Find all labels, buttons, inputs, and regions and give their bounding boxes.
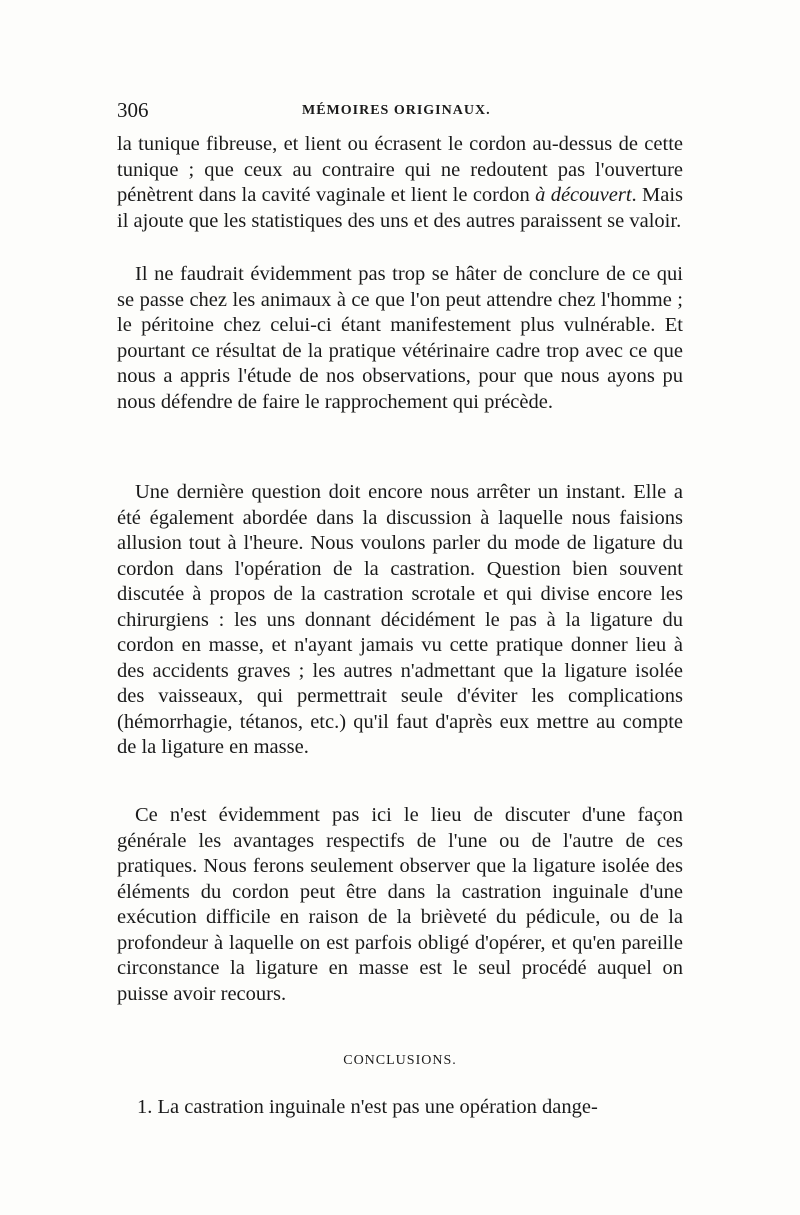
page-number: 306 (117, 98, 149, 122)
paragraph-1-text-start: la tunique fibreuse, et lient ou écrasent le cordon au-dessus de cette tunique ; que ceux au contraire qui ne redoutent pas l'ouverture pénètrent dans la cavité vaginale et lient le cordon (117, 133, 683, 206)
paragraph-4: Ce n'est évidemment pas ici le lieu de discuter d'une façon générale les avantages respectifs de l'une ou de l'autre de ces pratiques. Nous ferons seulement observer que la ligature isolée des éléments du cordon peut être dans la castration inguinale d'une exécution difficile en raison de la brièveté du pédicule, ou de la profondeur à laquelle on est parfois obligé d'opérer, et qu'en pareille circonstance la ligature en masse est le seul procédé auquel on puisse avoir recours. (117, 804, 683, 1005)
paragraph-1-italic-term: à découvert (535, 184, 632, 206)
paragraph-3: Une dernière question doit encore nous arrêter un instant. Elle a été également abordée dans la discussion à laquelle nous faisions allusion tout à l'heure. Nous voulons parler du mode de ligature du cordon dans l'opération de la castration. Question bien souvent discutée à propos de la castration scrotale et qui divise encore les chirurgiens : les uns donnant décidément le pas à la ligature du cordon en masse, et n'ayant jamais vu cette pratique donner lieu à des accidents graves ; les autres n'admettant que la ligature isolée des vaisseaux, qui permettrait seule d'éviter les complications (hémorrhagie, tétanos, etc.) qu'il faut d'après eux mettre au compte de la ligature en masse. (117, 481, 683, 758)
paragraph-2: Il ne faudrait évidemment pas trop se hâter de conclure de ce qui se passe chez les animaux à ce que l'on peut attendre chez l'homme ; le péritoine chez celui-ci étant manifestement plus vulnérable. Et pourtant ce résultat de la pratique vétérinaire cadre trop avec ce que nous a appris l'étude de nos observations, pour que nous ayons pu nous défendre de faire le rapprochement qui précède. (117, 263, 683, 413)
conclusions-heading: CONCLUSIONS. (343, 1053, 457, 1068)
conclusion-item-1: 1. La castration inguinale n'est pas une opération dange- (137, 1096, 598, 1118)
paragraph-1 (117, 132, 683, 234)
running-title: MÉMOIRES ORIGINAUX. (302, 103, 491, 118)
running-head (117, 98, 683, 124)
paragraph-1-text-end: . Mais il ajoute que les statistiques des uns et des autres paraissent se valoir. (117, 184, 683, 232)
